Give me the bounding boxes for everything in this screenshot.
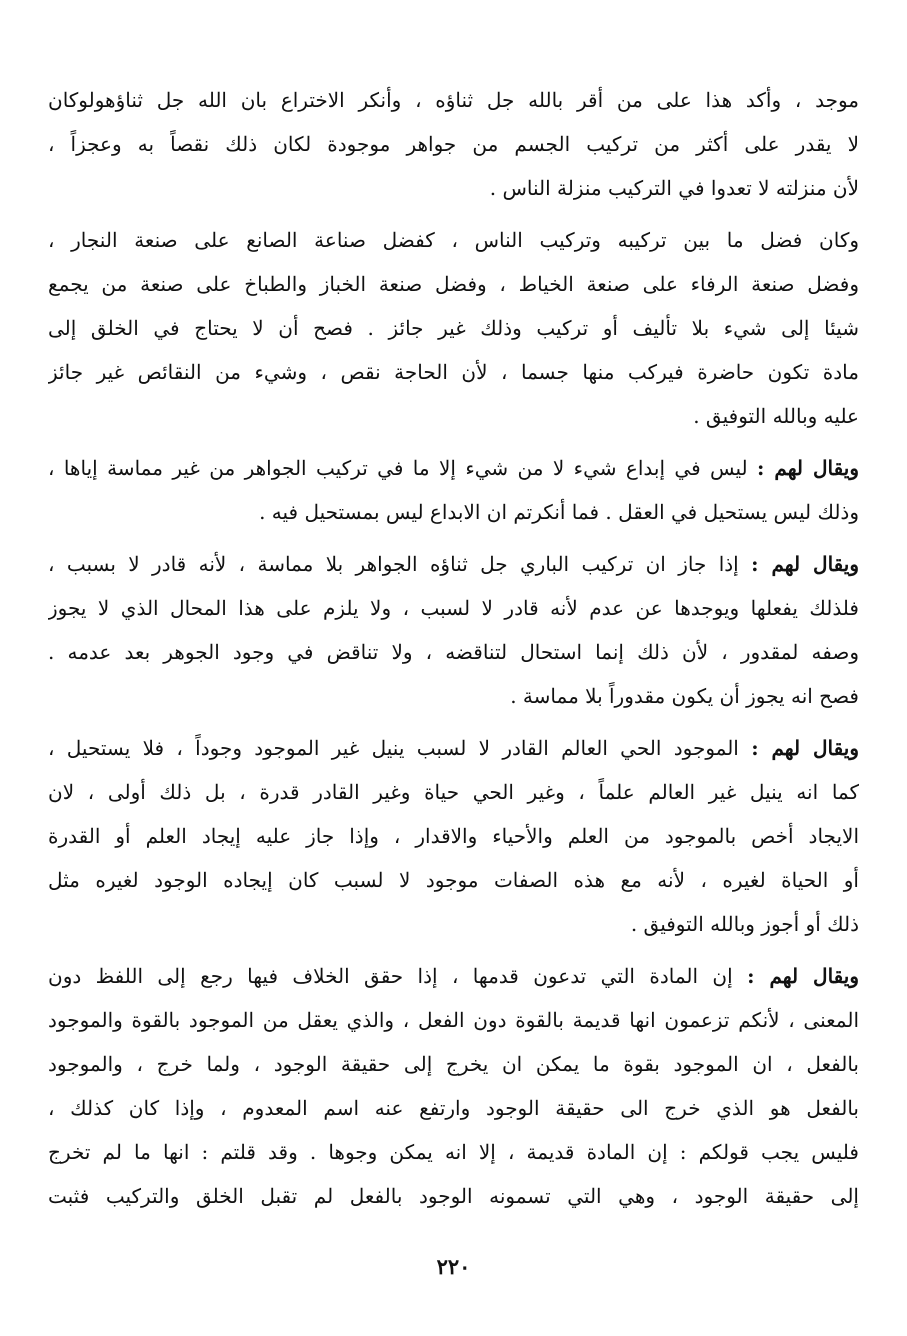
text-line-body: الموجود الحي العالم القادر لا لسبب ينيل غير الموجود وجوداً ، فلا يستحيل ، bbox=[48, 736, 739, 760]
text-line: مادة تكون حاضرة فيركب منها جسما ، لأن الحاجة نقص ، وشيء من النقائص غير جائز bbox=[48, 360, 859, 384]
text-line: أو الحياة لغيره ، لأنه مع هذه الصفات موجود لا لسبب كان إيجاده الوجود لغيره مثل bbox=[48, 868, 859, 892]
text-line: إلى حقيقة الوجود ، وهي التي تسمونه الوجود بالفعل لم تقبل الخلق والتركيب فثبت bbox=[48, 1184, 859, 1208]
paragraph-lead: ويقال لهم : bbox=[747, 964, 859, 988]
text-line: شيئا إلى شيء بلا تأليف أو تركيب وذلك غير جائز . فصح أن لا يحتاج في الخلق إلى bbox=[48, 316, 859, 340]
text-line-body: ليس في إبداع شيء لا من شيء إلا ما في تركيب الجواهر من غير مماسة إياها ، bbox=[48, 456, 748, 480]
paragraph-lead: ويقال لهم : bbox=[751, 552, 859, 576]
text-line bbox=[48, 954, 859, 998]
paragraph bbox=[48, 78, 859, 210]
text-line: بالفعل ، ان الموجود بقوة ما يمكن ان يخرج إلى حقيقة الوجود ، ولما خرج ، والموجود bbox=[48, 1052, 859, 1076]
text-line-body: إن المادة التي تدعون قدمها ، إذا حقق الخلاف فيها رجع إلى اللفظ دون bbox=[48, 964, 733, 988]
text-line bbox=[48, 726, 859, 770]
paragraph bbox=[48, 446, 859, 534]
text-line: وصفه لمقدور ، لأن ذلك إنما استحال لتناقضه ، ولا تناقض في وجود الجوهر بعد عدمه . bbox=[48, 640, 859, 664]
text-line: موجد ، وأكد هذا على من أقر بالله جل ثناؤه ، وأنكر الاختراع بان الله جل ثناؤهولوكان bbox=[48, 88, 859, 112]
text-line: المعنى ، لأنكم تزعمون انها قديمة بالقوة دون الفعل ، والذي يعقل من الموجود بالقوة والموجود bbox=[48, 1008, 859, 1032]
text-line: كما انه ينيل غير العالم علماً ، وغير الحي حياة وغير القادر قدرة ، بل ذلك أولى ، لان bbox=[48, 780, 859, 804]
paragraph bbox=[48, 542, 859, 718]
paragraph-lead: ويقال لهم : bbox=[757, 456, 859, 480]
text-line: بالفعل هو الذي خرج الى حقيقة الوجود وارتفع عنه اسم المعدوم ، وإذا كان كذلك ، bbox=[48, 1096, 859, 1120]
text-line: وذلك ليس يستحيل في العقل . فما أنكرتم ان الابداع ليس بمستحيل فيه . bbox=[259, 500, 859, 524]
text-line: فصح انه يجوز أن يكون مقدوراً بلا مماسة . bbox=[510, 684, 859, 708]
text-line-body: إذا جاز ان تركيب الباري جل ثناؤه الجواهر بلا مماسة ، لأنه قادر لا بسبب ، bbox=[48, 552, 739, 576]
paragraph-lead: ويقال لهم : bbox=[751, 736, 859, 760]
text-line bbox=[48, 446, 859, 490]
text-line bbox=[48, 542, 859, 586]
paragraph bbox=[48, 954, 859, 1218]
text-line: لا يقدر على أكثر من تركيب الجسم من جواهر موجودة لكان ذلك نقصاً به وعجزاً ، bbox=[48, 132, 859, 156]
text-line: فليس يجب قولكم : إن المادة قديمة ، إلا انه يمكن وجوها . وقد قلتم : انها ما لم تخرج bbox=[48, 1140, 859, 1164]
page-body bbox=[48, 78, 859, 1218]
text-line: فلذلك يفعلها ويوجدها عن عدم لأنه قادر لا لسبب ، ولا يلزم على هذا المحال الذي لا يجوز bbox=[48, 596, 859, 620]
text-line: عليه وبالله التوفيق . bbox=[693, 404, 859, 428]
text-line: وفضل صنعة الرفاء على صنعة الخياط ، وفضل صنعة الخباز والطباخ على صنعة من يجمع bbox=[48, 272, 859, 296]
paragraph bbox=[48, 726, 859, 946]
text-line: ذلك أو أجوز وبالله التوفيق . bbox=[630, 912, 859, 936]
text-line: وكان فضل ما بين تركيبه وتركيب الناس ، كفضل صناعة الصانع على صنعة النجار ، bbox=[48, 228, 859, 252]
text-line: لأن منزلته لا تعدوا في التركيب منزلة الناس . bbox=[489, 176, 859, 200]
paragraph bbox=[48, 218, 859, 438]
page-number: ٢٢٠ bbox=[436, 1254, 471, 1279]
text-line: الايجاد أخص بالموجود من العلم والأحياء والاقدار ، وإذا جاز عليه إيجاد العلم أو القدرة bbox=[48, 824, 859, 848]
